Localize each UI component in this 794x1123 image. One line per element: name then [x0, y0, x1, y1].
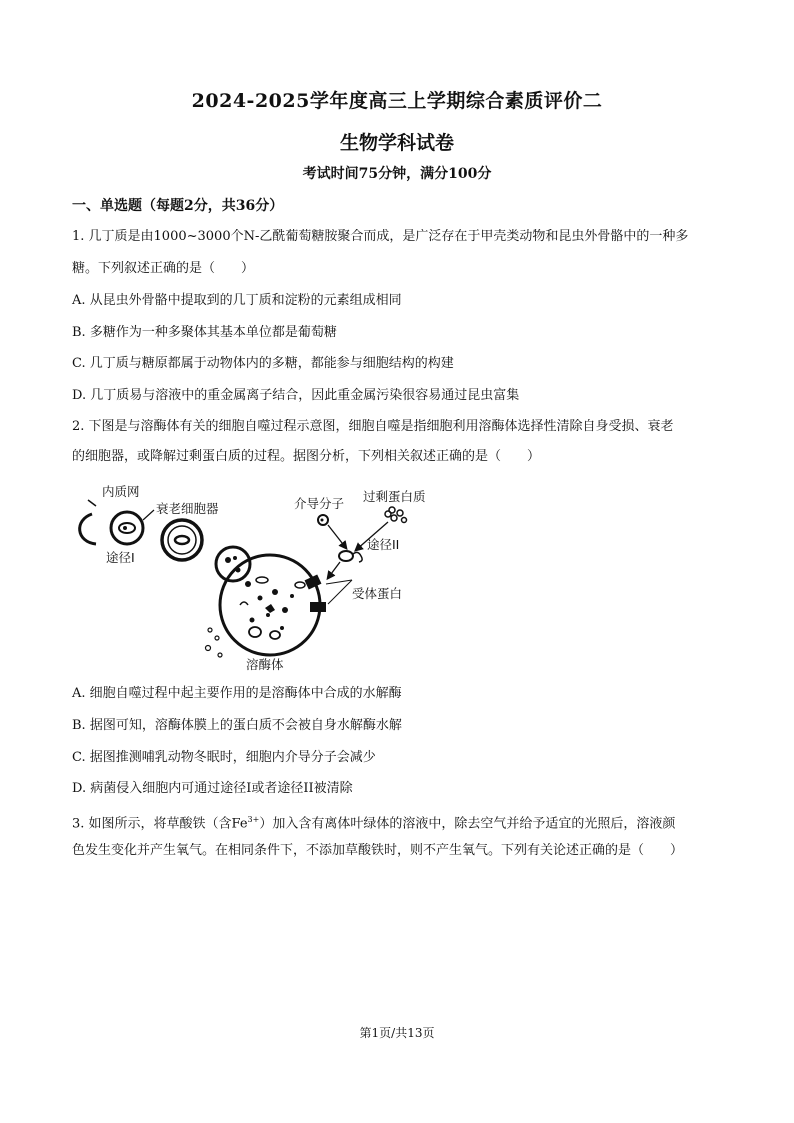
q2-option-c: C. 据图推测哺乳动物冬眠时，细胞内介导分子会减少	[72, 750, 376, 765]
q2-option-a: A. 细胞自噬过程中起主要作用的是溶酶体中合成的水解酶	[72, 686, 402, 701]
label-path1: 途径I	[106, 550, 135, 565]
exam-title: 2024-2025学年度高三上学期综合素质评价二	[191, 90, 603, 112]
q2-option-d: D. 病菌侵入细胞内可通过途径I或者途径II被清除	[72, 781, 353, 796]
label-lysosome: 溶酶体	[246, 657, 284, 672]
page-footer: 第1页/共13页	[359, 1026, 435, 1040]
q3-stem-sup: 3+	[247, 815, 260, 824]
q2-stem-line1: 2. 下图是与溶酶体有关的细胞自噬过程示意图，细胞自噬是指细胞利用溶酶体选择性清除自身受损、衰老	[72, 419, 674, 434]
exam-info: 考试时间75分钟，满分100分	[302, 166, 492, 182]
excess-protein-cluster	[385, 507, 407, 523]
q1-option-b: B. 多糖作为一种多聚体其基本单位都是葡萄糖	[72, 325, 337, 340]
q1-option-d: D. 几丁质易与溶液中的重金属离子结合，因此重金属污染很容易通过昆虫富集	[72, 388, 520, 403]
label-path2: 途径II	[367, 537, 400, 552]
autophagy-diagram	[70, 480, 440, 675]
q1-stem-line2: 糖。下列叙述正确的是（ ）	[72, 261, 255, 276]
q3-stem-line1	[72, 812, 722, 832]
q3-stem-part2: ）加入含有离体叶绿体的溶液中，除去空气并给予适宜的光照后，溶液颜	[259, 816, 676, 832]
label-receptor: 受体蛋白	[352, 586, 403, 601]
q3-stem-line2: 色发生变化并产生氧气。在相同条件下，不添加草酸铁时，则不产生氧气。下列有关论述正确的是（ ）	[72, 843, 684, 858]
q2-stem-line2: 的细胞器，或降解过剩蛋白质的过程。据图分析，下列相关叙述正确的是（ ）	[72, 449, 541, 464]
receptor-protein-1	[305, 575, 322, 590]
q1-option-c: C. 几丁质与糖原都属于动物体内的多糖，都能参与细胞结构的构建	[72, 356, 454, 371]
q1-stem-line1: 1. 几丁质是由1000~3000个N-乙酰葡萄糖胺聚合而成，是广泛存在于甲壳类动物和昆虫外骨骼中的一种多	[72, 229, 689, 244]
q1-option-a: A. 从昆虫外骨骼中提取到的几丁质和淀粉的元素组成相同	[72, 293, 402, 308]
autophagy-figure	[70, 480, 440, 675]
label-mediator: 介导分子	[294, 496, 345, 511]
section-heading: 一、单选题（每题2分，共36分）	[72, 198, 284, 214]
q3-stem-part1: 3. 如图所示，将草酸铁（含Fe	[72, 816, 248, 832]
subject-title: 生物学科试卷	[339, 132, 454, 154]
q2-option-b: B. 据图可知，溶酶体膜上的蛋白质不会被自身水解酶水解	[72, 718, 402, 733]
label-excess-protein: 过剩蛋白质	[363, 489, 426, 504]
receptor-protein-2	[310, 602, 326, 612]
label-aging-organelle: 衰老细胞器	[156, 501, 219, 516]
label-er: 内质网	[102, 484, 140, 499]
